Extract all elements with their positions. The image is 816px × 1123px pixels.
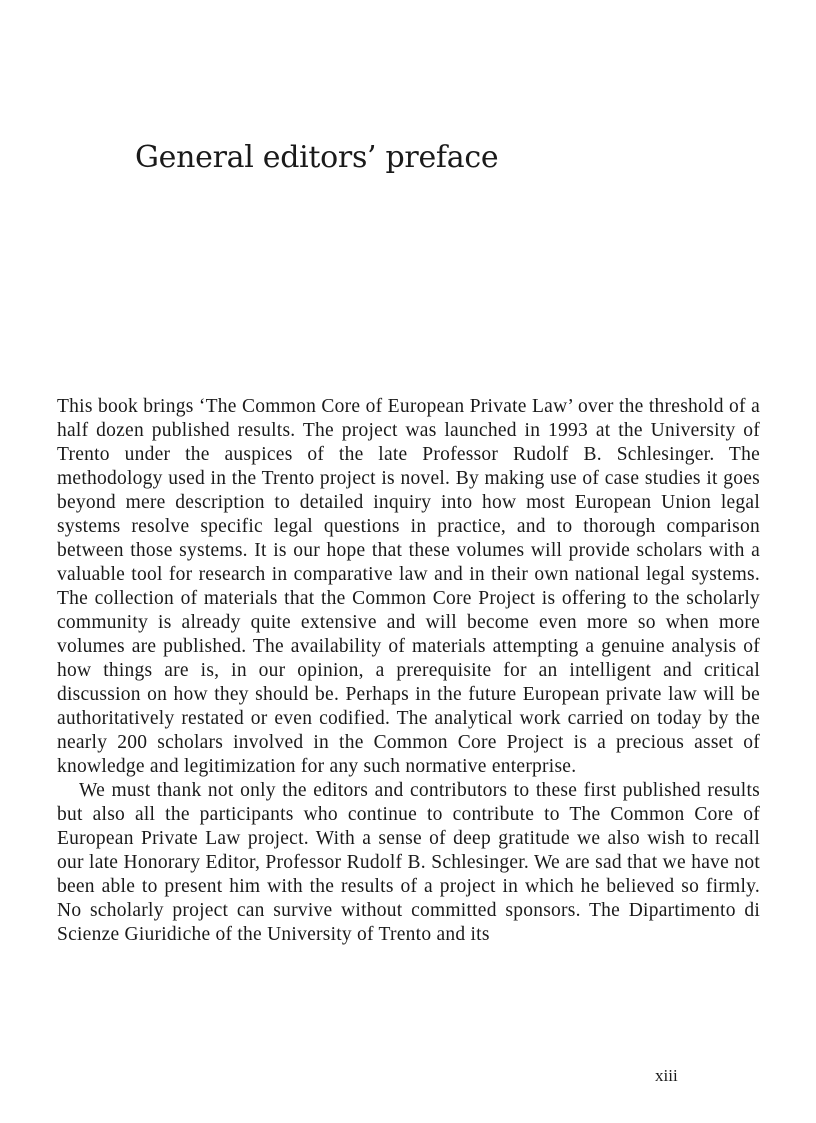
page-title: General editors’ preface	[135, 140, 499, 175]
paragraph-1: This book brings ‘The Common Core of European Private Law’ over the threshold of a half dozen published results. The project was launched in 1993 at the University of Trento under the auspices of the late Professor Rudolf B. Schlesinger. The methodology used in the Trento project is novel. By making use of case studies it goes beyond mere description to detailed inquiry into how most European Union legal systems resolve specific legal questions in practice, and to thorough comparison between those systems. It is our hope that these volumes will provide scholars with a valuable tool for research in comparative law and in their own national legal systems. The collection of materials that the Common Core Project is offering to the scholarly community is already quite extensive and will become even more so when more volumes are published. The availability of materials attempting a genuine analysis of how things are is, in our opinion, a prerequisite for an intelligent and critical discussion on how they should be. Perhaps in the future European private law will be authoritatively restated or even codified. The analytical work carried on today by the nearly 200 scholars involved in the Common Core Project is a precious asset of knowledge and legitimization for any such normative enterprise.	[57, 396, 760, 777]
page-number: xiii	[655, 1066, 678, 1085]
paragraph-2: We must thank not only the editors and contributors to these first published results but also all the participants who continue to contribute to The Common Core of European Private Law project. With a sense of deep gratitude we also wish to recall our late Honorary Editor, Professor Rudolf B. Schlesinger. We are sad that we have not been able to present him with the results of a project in which he believed so firmly. No scholarly project can survive without committed sponsors. The Dipartimento di Scienze Giuridiche of the University of Trento and its	[57, 780, 760, 945]
body-text	[57, 395, 760, 947]
